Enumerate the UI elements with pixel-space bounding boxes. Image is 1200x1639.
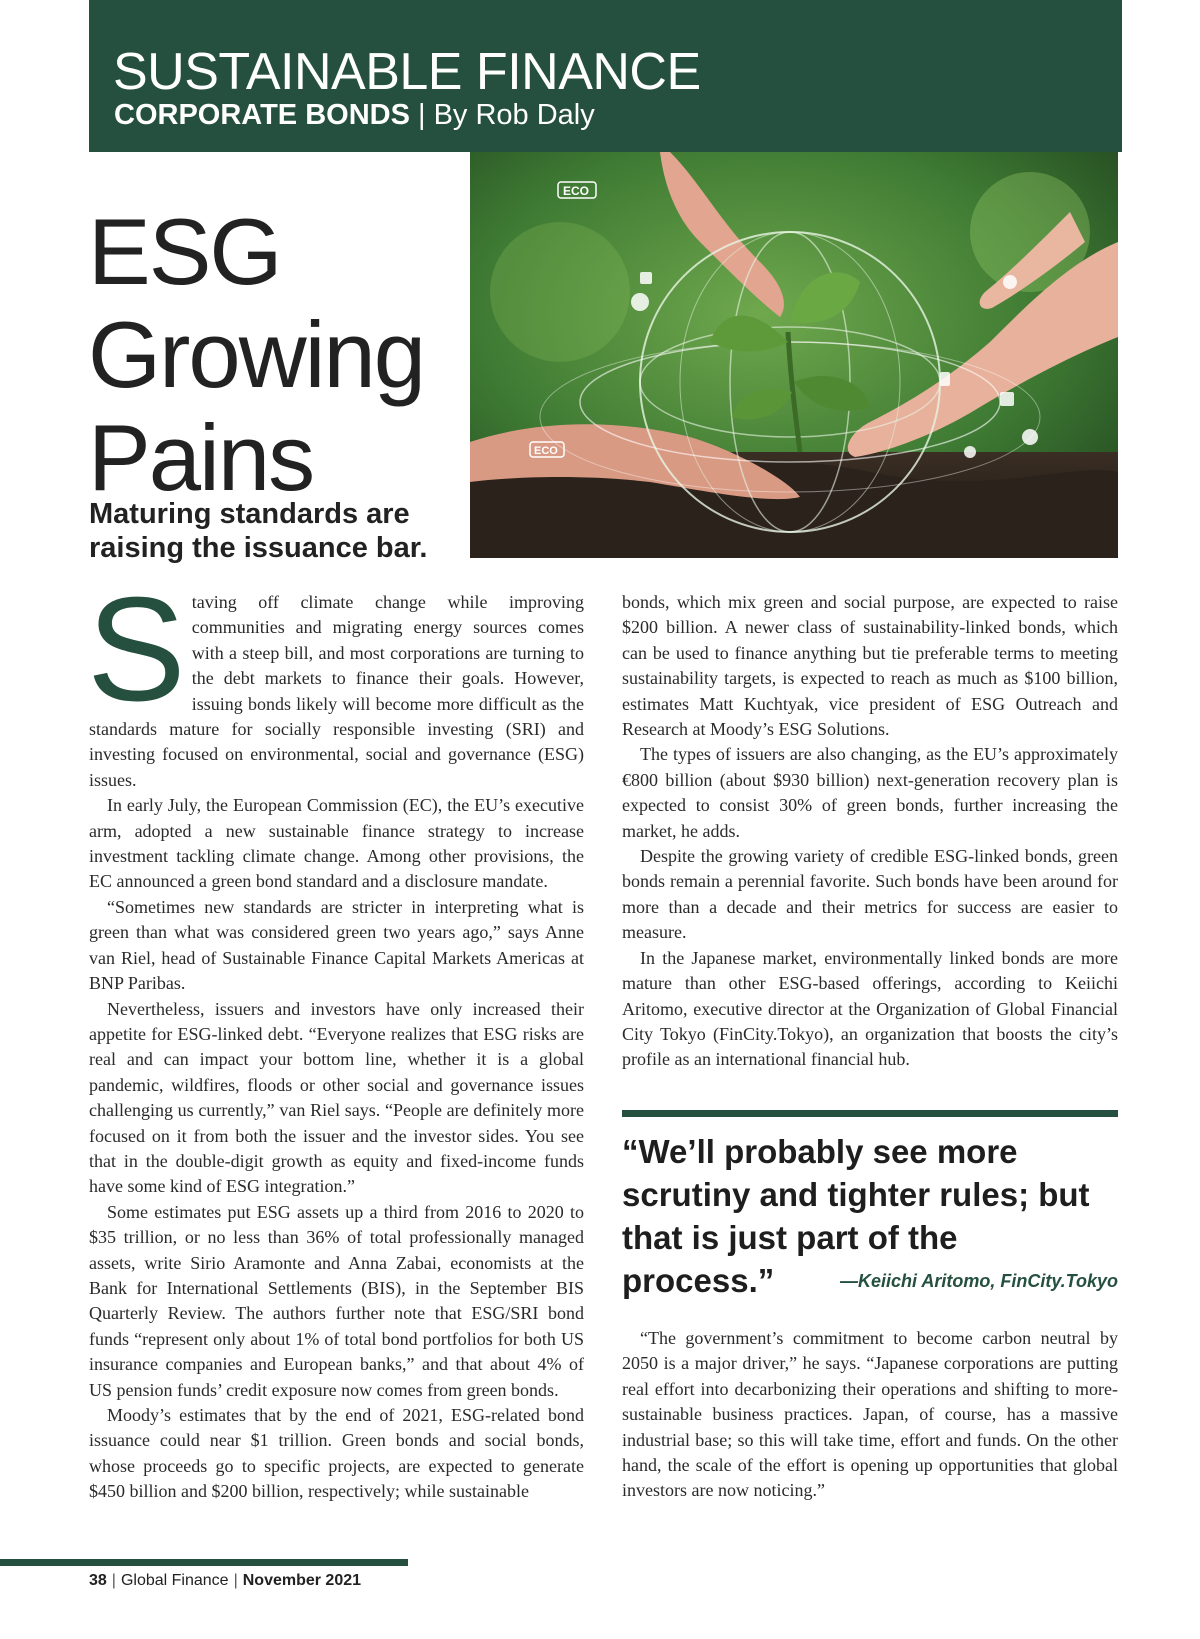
article-deck: Maturing standards are raising the issuance bar. xyxy=(89,498,428,564)
pull-quote-attribution: —Keiichi Aritomo, FinCity.Tokyo xyxy=(839,1271,1118,1291)
body-column-left xyxy=(87,567,584,1505)
category-label: CORPORATE BONDS xyxy=(114,99,410,131)
eco-badge-top: ECO xyxy=(563,184,590,198)
publication-name: Global Finance xyxy=(120,1572,229,1589)
paragraph: Staving off climate change while improving communities and migrating energy sources comes with a steep bill, and most corporations are turning to the debt markets to finance their goals. However, issuing bonds likely will become more difficult as the standards mature for socially responsible investing (SRI) and investing focused on environmental, social and governance (ESG) issues. xyxy=(87,567,584,790)
paragraph: Despite the growing variety of credible ESG-linked bonds, green bonds remain a perennial favorite. Such bonds have been around for more than a decade and their metrics for success are easier to measure. xyxy=(622,846,1118,943)
pull-quote-rule xyxy=(622,1110,1118,1117)
paragraph: In the Japanese market, environmentally linked bonds are more mature than other ESG-based offerings, according to Keiichi Aritomo, executive director at the Organization of Global Financial City Tokyo (FinCity.Tokyo), an organization that boosts the city’s profile as an international financial hub. xyxy=(622,947,1118,1070)
pull-quote: “We’ll probably see more scrutiny and tighter rules; but that is just part of the process.” xyxy=(622,1133,1090,1299)
title-line-3: Pains xyxy=(88,405,314,510)
footer-rule xyxy=(0,1559,408,1566)
footer-separator: | xyxy=(233,1572,238,1589)
paragraph: Some estimates put ESG assets up a third from 2016 to 2020 to $35 trillion, or no less than 36% of total professionally managed assets, write Sirio Aramonte and Anna Zabai, economists at the Bank for International Settlements (BIS), in the September BIS Quarterly Review. The authors further note that ESG/SRI bond funds “represent only about 1% of total bond portfolios for both US insurance companies and European banks,” and that about 4% of US pension funds’ credit exposure now comes from green bonds. xyxy=(89,1201,584,1400)
paragraph: Moody’s estimates that by the end of 2021, ESG-related bond issuance could near $1 trillion. Green bonds and social bonds, whose proceeds go to specific projects, are expected to generate $450 billion and $200 billion, respectively; while sustainable xyxy=(89,1405,584,1502)
eco-badge-bottom: ECO xyxy=(534,445,558,457)
byline: | By Rob Daly xyxy=(417,99,595,131)
section-title: SUSTAINABLE FINANCE xyxy=(113,43,701,101)
section-banner xyxy=(89,0,1122,152)
paragraph: “Sometimes new standards are stricter in interpreting what is green than what was considered green two years ago,” says Anne van Riel, head of Sustainable Finance Capital Markets Americas at BNP Paribas. xyxy=(89,896,584,994)
paragraph: The types of issuers are also changing, as the EU’s approximately €800 billion (about $930 billion) next-generation recovery plan is expected to consist 30% of green bonds, further increasing the market, he adds. xyxy=(622,744,1118,841)
body-column-right-continued xyxy=(622,1326,1118,1504)
article-title xyxy=(88,200,424,509)
hero-photo xyxy=(470,152,1118,558)
paragraph: In early July, the European Commission (EC), the EU’s executive arm, adopted a new sustainable finance strategy to increase investment tackling climate change. Among other provisions, the EC announced a green bond standard and a disclosure mandate. xyxy=(89,795,584,892)
paragraph: bonds, which mix green and social purpose, are expected to raise $200 billion. A newer class of sustainability-linked bonds, which can be used to finance anything but tie preferable terms to meeting sustainability targets, is expected to reach as much as $100 billion, estimates Matt Kuchtyak, vice president of ESG Outreach and Research at Moody’s ESG Solutions. xyxy=(622,592,1118,740)
paragraph: “The government’s commitment to become carbon neutral by 2050 is a major driver,” he says. “Japanese corporations are putting real effort into decarbonizing their operations and shifting to more-sustainable business practices. Japan, of course, has a massive industrial base; so this will take time, effort and funds. On the other hand, the scale of the effort is opening up opportunities that global investors are now noticing.” xyxy=(622,1328,1118,1501)
title-line-2: Growing xyxy=(88,302,425,407)
body-column-right xyxy=(622,590,1118,1073)
page-number: 38 xyxy=(89,1572,107,1589)
issue-date: November 2021 xyxy=(242,1572,362,1589)
title-line-1: ESG xyxy=(88,199,281,304)
paragraph: Nevertheless, issuers and investors have only increased their appetite for ESG-linked debt. “Everyone realizes that ESG risks are real and can impact your bottom line, whether it is a global pandemic, wildfires, floods or other social and governance issues challenging us currently,” van Riel says. “People are definitely more focused on it from both the issuer and the investor sides. You see that in the double-digit growth as equity and fixed-income funds have some kind of ESG integration.” xyxy=(89,998,584,1197)
page-footer xyxy=(89,1572,361,1590)
section-subtitle xyxy=(114,98,595,132)
footer-separator: | xyxy=(111,1572,116,1589)
drop-cap: S xyxy=(87,567,186,732)
